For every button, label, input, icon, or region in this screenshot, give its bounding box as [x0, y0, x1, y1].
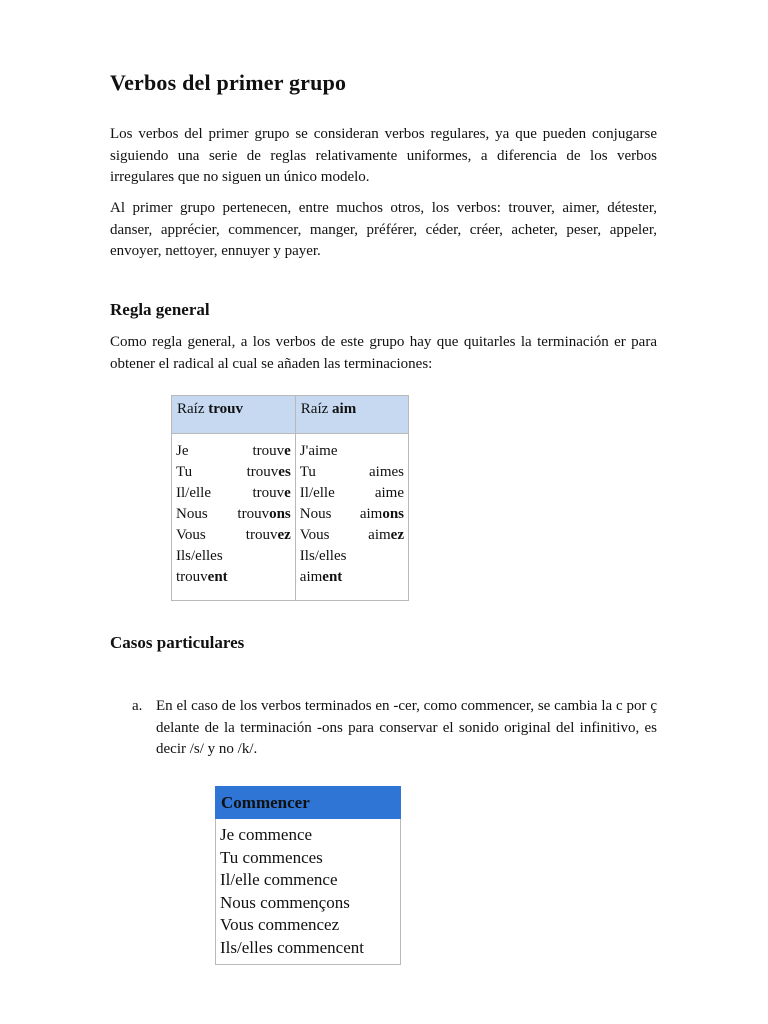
commencer-table-header: Commencer [216, 787, 401, 819]
commencer-line: Tu commences [220, 847, 323, 867]
conj-line: Ils/elles [299, 548, 347, 564]
conj-line: Ils/elles [176, 548, 223, 564]
conj-line: trouvent [176, 569, 228, 585]
commencer-line: Nous commençons [220, 892, 350, 912]
conj-line: Vous trouvez [176, 527, 291, 543]
commencer-table-body-row [216, 819, 401, 965]
conj-line: J'aime [299, 443, 338, 459]
header-raiz-trouv: Raíz trouv [172, 396, 296, 434]
commencer-line: Je commence [220, 825, 313, 844]
header-raiz-aim: Raíz aim [295, 396, 408, 434]
section-heading-casos-particulares: Casos particulares [110, 633, 245, 652]
intro-paragraph: Los verbos del primer grupo se consideran verbos regulares, ya que pueden conjugarse siguiendo una serie de reglas relativamente uniformes, a diferencia de los verbos irregulares que no siguen un único modelo. [110, 126, 657, 185]
conj-line: Nous trouvons [176, 506, 291, 522]
commencer-line: Vous commencez [220, 915, 340, 934]
commencer-line: Ils/elles commencent [220, 937, 364, 957]
section-heading-regla-general: Regla general [110, 300, 210, 319]
conjugation-table-body [172, 434, 409, 601]
list-item-text: En el caso de los verbos terminados en -cer, como commencer, se cambia la c por ç delante de la terminación -ons para conservar el sonido original del infinitivo, es decir /s/ y no /k/. [156, 698, 657, 757]
conj-line: Tu aimes [299, 464, 404, 480]
conj-line: Il/elle aime [299, 485, 404, 501]
conj-line: Je trouve [176, 443, 291, 459]
conjugation-table-header [172, 396, 409, 434]
commencer-table [215, 786, 401, 965]
aimer-conjugation [295, 434, 408, 601]
commencer-conjugation [216, 819, 401, 965]
verbs-list-paragraph: Al primer grupo pertenecen, entre muchos otros, los verbos: trouver, aimer, détester, danser, apprécier, commencer, manger, préférer, céder, créer, acheter, peser, appeler, envoyer, nettoyer, ennuyer y payer. [110, 200, 657, 259]
conjugation-table [171, 395, 409, 601]
page-title: Verbos del primer grupo [110, 70, 347, 95]
commencer-line: Il/elle commence [220, 870, 338, 889]
trouver-conjugation [172, 434, 296, 601]
conj-line: Tu trouves [176, 464, 291, 480]
conj-line: Il/elle trouve [176, 485, 291, 501]
regla-paragraph: Como regla general, a los verbos de este grupo hay que quitarles la terminación er para obtener el radical al cual se añaden las terminaciones: [110, 334, 657, 372]
conj-line: Nous aimons [299, 506, 404, 522]
list-marker: a. [132, 698, 143, 714]
commencer-table-header-row [216, 787, 401, 819]
conj-line: aiment [299, 569, 343, 585]
conj-line: Vous aimez [299, 527, 404, 543]
